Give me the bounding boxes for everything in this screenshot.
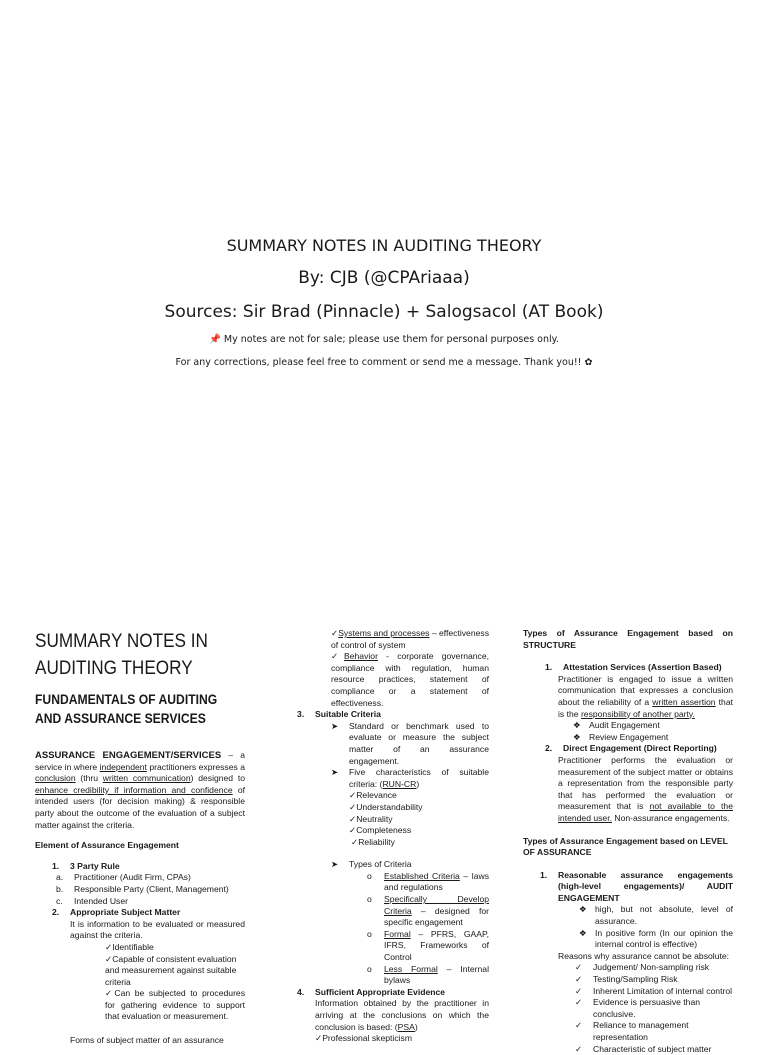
- subject-matter-check-2: ✓ Capable of consistent evaluation and measurement against suitable criteria: [35, 954, 245, 989]
- attestation-desc: Practitioner is engaged to issue a written communication that expresses a conclusion about the reliability of a written assertion that is the responsibility of another party.: [558, 673, 733, 719]
- column-1: [35, 628, 245, 1047]
- suitable-criteria-heading: 3. Suitable Criteria: [297, 709, 381, 720]
- party-rule-heading: 1. 3 Party Rule: [52, 860, 120, 871]
- cover-note-not-for-sale: 📌 My notes are not for sale; please use them for personal purposes only.: [209, 334, 559, 345]
- subject-matter-check-3: ✓ Can be subjected to procedures for gathering evidence to support that evaluation or measurement.: [35, 988, 245, 1023]
- systems-processes: ✓ Systems and processes – effectiveness of control of system: [297, 628, 489, 651]
- doc-title-line-1: SUMMARY NOTES IN: [35, 630, 208, 652]
- reasonable-item-1: ❖ high, but not absolute, level of assurance.: [579, 904, 733, 927]
- forms-of-subject-matter: Forms of subject matter of an assurance: [70, 1035, 224, 1046]
- types-of-criteria: ➤ Types of Criteria: [331, 859, 412, 870]
- reason-6: ✓ Characteristic of subject matter: [575, 1043, 712, 1054]
- suitable-criteria-bullet-1: ➤ Standard or benchmark used to evaluate or measure the subject matter of an assurance engagement.: [331, 720, 489, 766]
- direct-engagement-heading: 2. Direct Engagement (Direct Reporting): [545, 743, 717, 754]
- criteria-specific: o Specifically Develop Criteria – designed for specific engagement: [367, 894, 489, 928]
- cover-note-corrections: For any corrections, please feel free to comment or send me a message. Thank you!! ✿: [175, 357, 593, 368]
- subject-matter-desc: It is information to be evaluated or measured against the criteria.: [70, 918, 245, 941]
- party-a: a. Practitioner (Audit Firm, CPAs): [56, 872, 191, 883]
- element-heading: Element of Assurance Engagement: [35, 840, 179, 851]
- evidence-desc: Information obtained by the practitioner in arriving at the conclusions on which the conclusion is based: (PSA): [315, 998, 489, 1032]
- cover-sources: Sources: Sir Brad (Pinnacle) + Salogsacol (AT Book): [164, 302, 604, 322]
- party-c: c. Intended User: [56, 895, 128, 906]
- reasonable-heading: 1. Reasonable assurance engagements (high-level engagements)/ AUDIT ENGAGEMENT: [540, 869, 733, 903]
- structure-heading: Types of Assurance Engagement based on STRUCTURE: [523, 628, 733, 650]
- suitable-criteria-bullet-2: ➤ Five characteristics of suitable criteria: (RUN-CR): [331, 767, 489, 789]
- subject-matter-check-1: ✓ Identifiable: [35, 942, 245, 954]
- reason-1: ✓ Judgement/ Non-sampling risk: [575, 962, 710, 973]
- reason-3: ✓ Inherent Limitation of internal control: [575, 985, 733, 996]
- reason-5: ✓ Reliance to management representation: [575, 1020, 689, 1042]
- criteria-completeness: ✓ Completeness: [297, 825, 489, 837]
- professional-skepticism: ✓ Professional skepticism: [297, 1033, 489, 1045]
- level-heading: Types of Assurance Engagement based on LEVEL OF ASSURANCE: [523, 835, 728, 858]
- attestation-heading: 1. Attestation Services (Assertion Based): [545, 662, 722, 673]
- column-3: [523, 628, 733, 1055]
- reason-2: ✓ Testing/Sampling Risk: [575, 974, 678, 985]
- reason-4: ✓ Evidence is persuasive than conclusive.: [575, 997, 701, 1019]
- cover-author: By: CJB (@CPAriaaa): [298, 268, 470, 288]
- attestation-item-review: ❖ Review Engagement: [573, 731, 669, 742]
- doc-subtitle-line-1: FUNDAMENTALS OF AUDITING: [35, 692, 218, 707]
- criteria-established: o Established Criteria – laws and regulations: [367, 870, 490, 893]
- criteria-neutrality: ✓ Neutrality: [297, 814, 489, 826]
- behavior: ✓ Behavior - corporate governance, compliance with regulation, human resource practices, statement of compliance or a statement of effectiveness.: [297, 651, 489, 709]
- direct-engagement-desc: Practitioner performs the evaluation or measurement of the subject matter or obtains a representation from the responsible party that has performed the evaluation or measurement that is not available to the intended user. Non-assurance engagements.: [558, 754, 733, 823]
- evidence-heading: 4. Sufficient Appropriate Evidence: [297, 986, 446, 997]
- column-2: [297, 628, 489, 1045]
- criteria-relevance: ✓ Relevance: [297, 790, 489, 802]
- doc-title-line-2: AUDITING THEORY: [35, 657, 193, 679]
- reasonable-item-2: ❖ In positive form (In our opinion the internal control is effective): [579, 927, 733, 950]
- criteria-less-formal: o Less Formal – Internal bylaws: [367, 963, 489, 986]
- party-b: b. Responsible Party (Client, Management): [56, 883, 229, 894]
- criteria-reliability: ✓ Reliability: [297, 837, 489, 849]
- assurance-engagement-definition: ASSURANCE ENGAGEMENT/SERVICES – a service in where independent practitioners expresses a conclusion (thru written communication) designed to enhance credibility if information and confidence of intended users (for decision making) & responsible party about the outcome of the evaluation of a subject matter against the criteria.: [35, 750, 245, 830]
- cover-title: SUMMARY NOTES IN AUDITING THEORY: [226, 236, 542, 255]
- attestation-item-audit: ❖ Audit Engagement: [573, 720, 660, 731]
- reasons-heading: Reasons why assurance cannot be absolute:: [558, 950, 730, 961]
- criteria-formal: o Formal – PFRS, GAAP, IFRS, Frameworks of Control: [367, 928, 489, 963]
- doc-subtitle-line-2: AND ASSURANCE SERVICES: [35, 711, 206, 726]
- subject-matter-heading: 2. Appropriate Subject Matter: [52, 907, 181, 918]
- criteria-understandability: ✓ Understandability: [297, 802, 489, 814]
